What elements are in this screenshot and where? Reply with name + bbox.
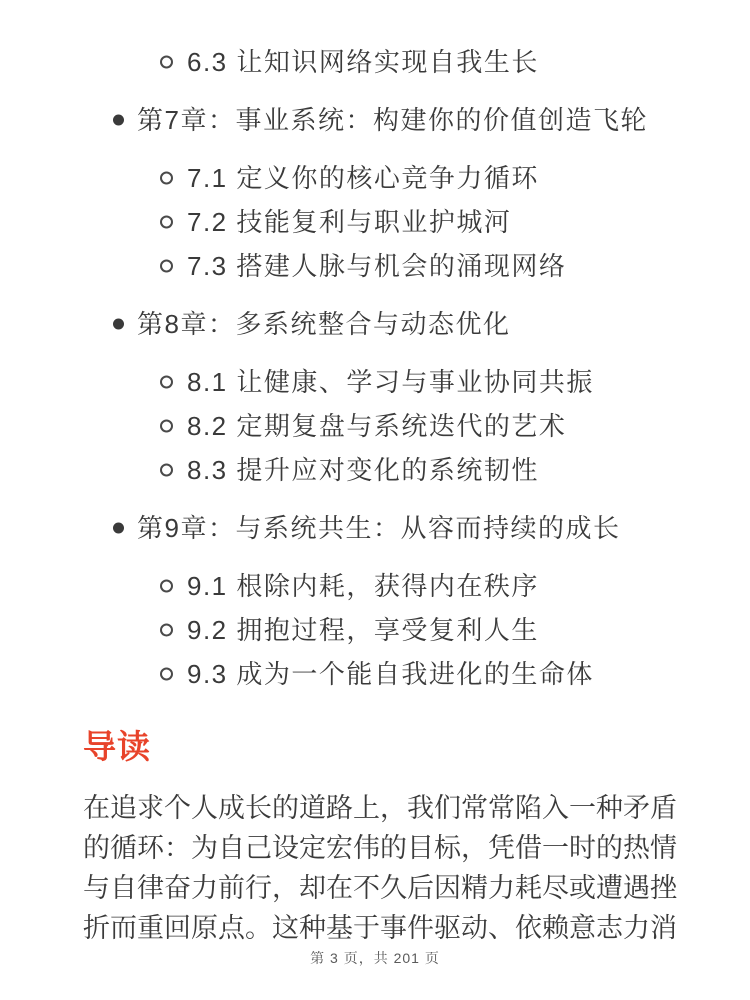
- circle-bullet-icon: [160, 376, 173, 389]
- toc-chapter-item: [83, 302, 710, 346]
- toc-sub-label: 6.3 让知识网络实现自我生长: [187, 47, 539, 77]
- toc-sub-item: [83, 200, 710, 244]
- disc-bullet-icon: [113, 319, 124, 330]
- toc-sub-label: 9.3 成为一个能自我进化的生命体: [187, 659, 594, 689]
- circle-bullet-icon: [160, 56, 173, 69]
- toc-sub-item: [83, 448, 710, 492]
- toc-sub-item: [83, 404, 710, 448]
- toc-sub-label: 7.2 技能复利与职业护城河: [187, 207, 512, 237]
- toc-sub-item: [83, 360, 710, 404]
- toc-sub-item: [83, 156, 710, 200]
- toc-sub-label: 8.2 定期复盘与系统迭代的艺术: [187, 411, 567, 441]
- toc-chapter-item: [83, 506, 710, 550]
- circle-bullet-icon: [160, 216, 173, 229]
- page-number-footer: 第 3 页，共 201 页: [310, 950, 440, 966]
- toc-chapter-item: [83, 98, 710, 142]
- toc-sub-item: [83, 652, 710, 696]
- disc-bullet-icon: [113, 115, 124, 126]
- circle-bullet-icon: [160, 420, 173, 433]
- circle-bullet-icon: [160, 172, 173, 185]
- toc-chapter-label: 第9章：与系统共生：从容而持续的成长: [137, 513, 621, 543]
- toc-sub-item: [83, 40, 710, 84]
- toc-sub-label: 8.1 让健康、学习与事业协同共振: [187, 367, 594, 397]
- toc-sub-label: 9.1 根除内耗，获得内在秩序: [187, 571, 539, 601]
- toc-sub-label: 9.2 拥抱过程，享受复利人生: [187, 615, 539, 645]
- disc-bullet-icon: [113, 523, 124, 534]
- toc-sub-label: 7.3 搭建人脉与机会的涌现网络: [187, 251, 567, 281]
- circle-bullet-icon: [160, 464, 173, 477]
- guide-paragraph: 在追求个人成长的道路上，我们常常陷入一种矛盾的循环：为自己设定宏伟的目标，凭借一时的热情与自律奋力前行，却在不久后因精力耗尽或遭遇挫折而重回原点。这种基于事件驱动、依赖意志力消: [83, 793, 677, 943]
- page-content: [83, 40, 710, 948]
- toc-sub-label: 7.1 定义你的核心竞争力循环: [187, 163, 539, 193]
- guide-section-heading: 导读: [83, 728, 151, 765]
- toc-chapter-label: 第8章：多系统整合与动态优化: [137, 309, 511, 339]
- toc-chapter-label: 第7章：事业系统：构建你的价值创造飞轮: [137, 105, 648, 135]
- circle-bullet-icon: [160, 668, 173, 681]
- table-of-contents: [83, 40, 710, 696]
- circle-bullet-icon: [160, 624, 173, 637]
- circle-bullet-icon: [160, 260, 173, 273]
- toc-sub-item: [83, 244, 710, 288]
- toc-sub-item: [83, 564, 710, 608]
- toc-sub-label: 8.3 提升应对变化的系统韧性: [187, 455, 539, 485]
- circle-bullet-icon: [160, 580, 173, 593]
- toc-sub-item: [83, 608, 710, 652]
